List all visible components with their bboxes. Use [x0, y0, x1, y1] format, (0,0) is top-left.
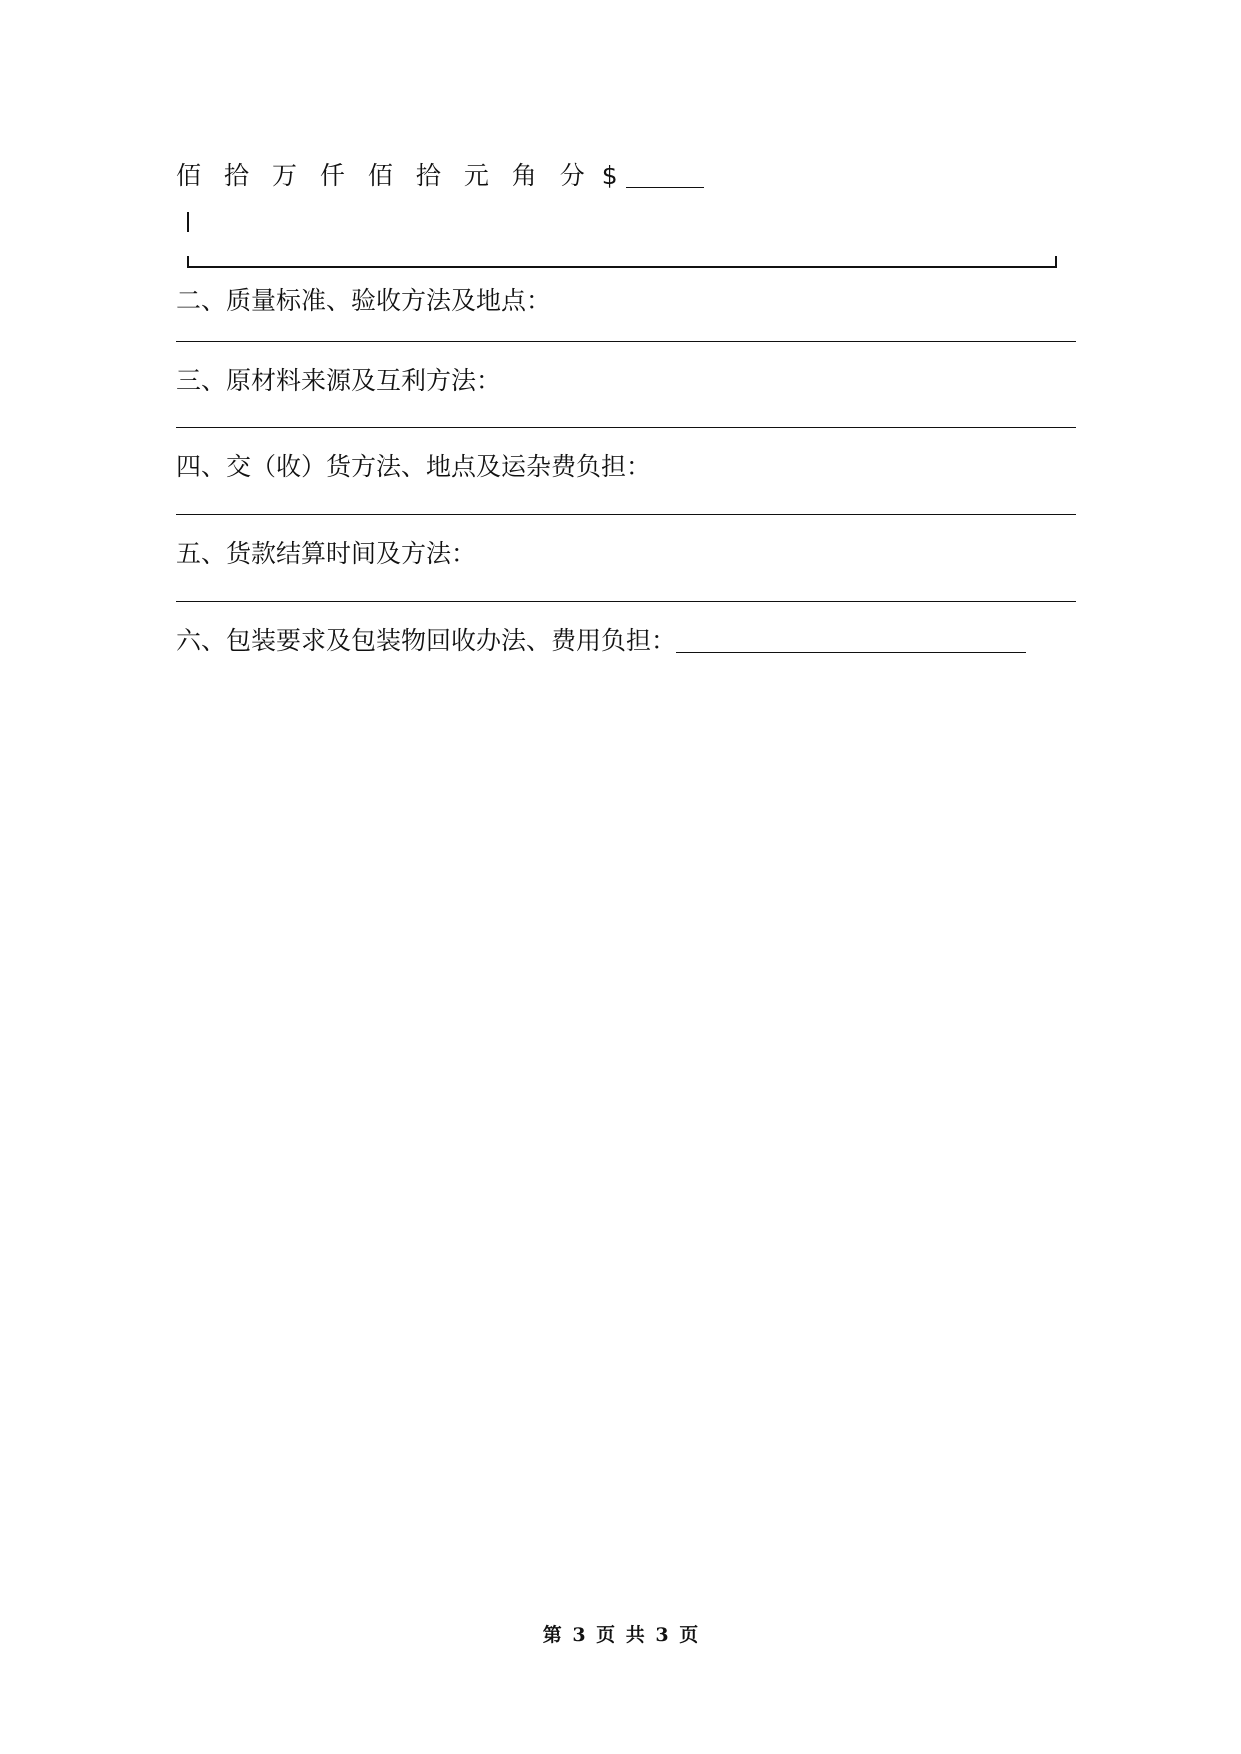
amount-in-words-line	[176, 158, 704, 194]
clause-quality-standard-fill-line[interactable]	[176, 341, 1076, 342]
amount-unit: 佰	[176, 161, 202, 190]
clause-raw-material-fill-line[interactable]	[176, 427, 1076, 428]
table-bottom-border	[187, 256, 1057, 268]
clause-delivery: 四、交（收）货方法、地点及运杂费负担：	[176, 452, 652, 481]
clause-delivery-fill-line[interactable]	[176, 514, 1076, 515]
amount-fill-blank[interactable]	[626, 159, 704, 188]
amount-unit: 角	[511, 161, 537, 190]
clause-packaging	[176, 623, 1026, 659]
table-vertical-border	[187, 212, 189, 232]
amount-unit: 拾	[223, 161, 249, 190]
amount-unit: 万	[271, 161, 297, 190]
amount-unit: 佰	[367, 161, 393, 190]
amount-unit: 仟	[319, 161, 345, 190]
clause-raw-material: 三、原材料来源及互利方法：	[176, 366, 502, 395]
amount-unit: 分	[559, 161, 585, 190]
page-number-footer: 第 3 页 共 3 页	[542, 1624, 699, 1646]
clause-payment: 五、货款结算时间及方法：	[176, 539, 477, 568]
clause-packaging-fill-blank[interactable]	[676, 624, 1026, 653]
clause-payment-fill-line[interactable]	[176, 601, 1076, 602]
amount-unit: 元	[463, 161, 489, 190]
clause-packaging-label: 六、包装要求及包装物回收办法、费用负担：	[176, 626, 677, 655]
clause-quality-standard: 二、质量标准、验收方法及地点：	[176, 286, 552, 315]
amount-unit: 拾	[415, 161, 441, 190]
currency-symbol: $	[601, 161, 618, 190]
